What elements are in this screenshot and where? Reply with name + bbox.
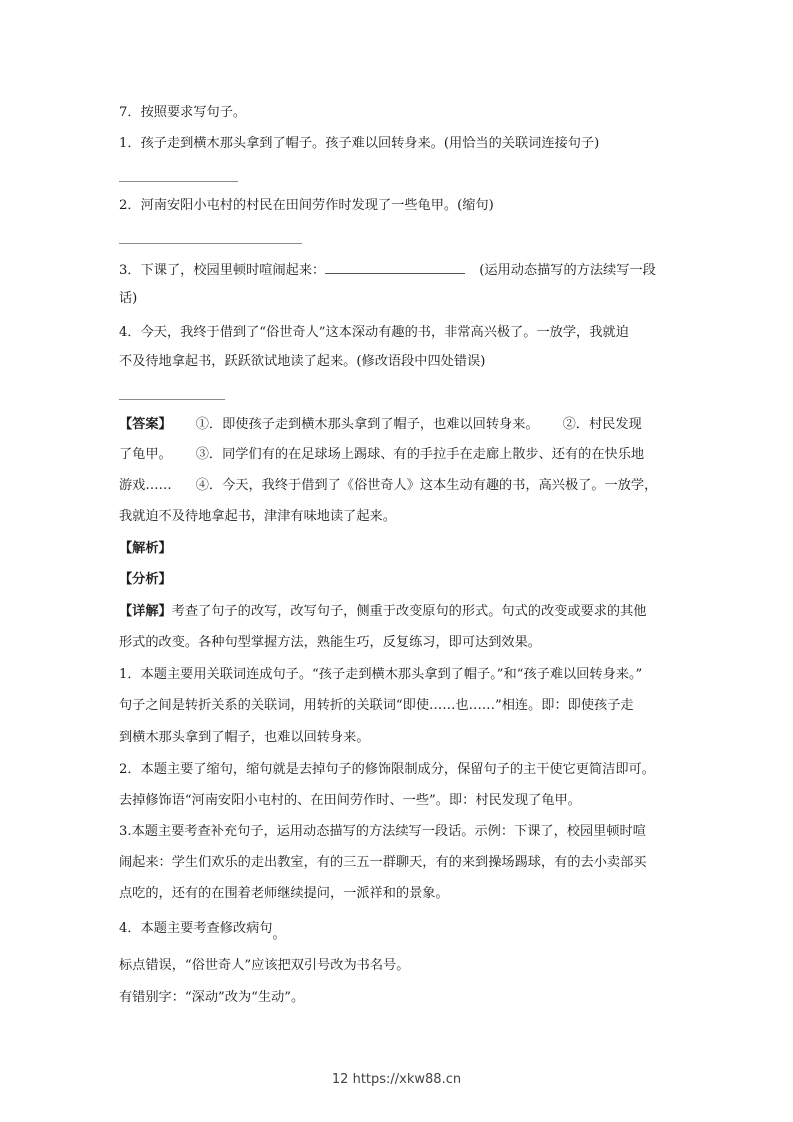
detail-line-6: 2．本题主要了缩句，缩句就是去掉句子的修饰限制成分，保留句子的主干使它更简洁即可。 (119, 762, 655, 777)
question-item-3-hint: (运用动态描写的方法续写一段 (479, 263, 656, 278)
detail-line-9: 闹起来：学生们欢乐的走出教室，有的三五一群聊天，有的来到操场踢球，有的去小卖部买 (119, 855, 647, 870)
answer-line-1 (119, 181, 238, 182)
detail-line-2: 形式的改变。各种句型掌握方法，熟能生巧，反复练习，即可达到效果。 (119, 635, 541, 650)
detail-line-10: 点吃的，还有的在围着老师继续提问，一派祥和的景象。 (119, 886, 449, 901)
detail-line-8: 3.本题主要考查补充句子，运用动态描写的方法续写一段话。示例：下课了，校园里顿时喧 (119, 824, 646, 839)
detail-line-7: 去掉修饰语“河南安阳小屯村的、在田间劳作时、一些”。即：村民发现了龟甲。 (119, 793, 581, 808)
answer-label: 【答案】 (119, 417, 172, 432)
breakdown-label: 【分析】 (119, 572, 172, 587)
answer-line-4 (119, 399, 225, 400)
analysis-label: 【解析】 (119, 541, 172, 556)
detail-line-12: 标点错误，“俗世奇人”应该把双引号改为书名号。 (119, 958, 410, 973)
answer-line-c (119, 477, 679, 495)
question-item-3-cont: 话) (119, 291, 138, 306)
answer-4: ④．今天，我终于借到了《俗世奇人》这本生动有趣的书，高兴极了。一放学， (195, 478, 658, 493)
answer-2: ②．村民发现 (562, 417, 642, 432)
detail-line-4: 句子之间是转折关系的关联词，用转折的关联词“即使……也……”相连。即：即使孩子走 (119, 698, 634, 713)
detail-label: 【详解】 (119, 604, 172, 619)
answer-1: ①．即使孩子走到横木那头拿到了帽子，也难以回转身来。 (195, 417, 539, 432)
page-number: 12 (331, 1072, 349, 1087)
question-item-4: 4．今天，我终于借到了“俗世奇人”这本深动有趣的书，非常高兴极了。一放学，我就迫 (119, 325, 629, 340)
detail-line-11-period: 。 (272, 927, 286, 942)
answer-line-b (119, 446, 679, 464)
detail-text: 考查了句子的改写，改写句子，侧重于改变原句的形式。句式的改变或要求的其他 (171, 604, 647, 619)
question-item-4-cont: 不及待地拿起书，跃跃欲试地读了起来。(修改语段中四处错误) (119, 354, 486, 369)
detail-line-5: 到横木那头拿到了帽子，也难以回转身来。 (119, 730, 370, 745)
detail-line-11 (119, 920, 679, 942)
page-footer (0, 1072, 793, 1087)
detail-line-13: 有错别字：“深动”改为“生动”。 (119, 990, 305, 1005)
question-item-2: 2．河南安阳小屯村的村民在田间劳作时发现了一些龟甲。(缩句) (119, 198, 494, 213)
answer-line-2 (119, 243, 302, 244)
question-title: 7．按照要求写句子。 (119, 105, 247, 120)
fill-blank (325, 261, 465, 274)
answer-4-cont: 我就迫不及待地拿起书，津津有味地读了起来。 (119, 509, 396, 524)
detail-line-3: 1．本题主要用关联词连成句子。“孩子走到横木那头拿到了帽子。”和“孩子难以回转身来。” (119, 667, 643, 682)
answer-2-cont: 了龟甲。 (119, 447, 172, 462)
answer-3: ③．同学们有的在足球场上踢球、有的手拉手在走廊上散步、还有的在快乐地 (195, 447, 645, 462)
detail-line-1 (119, 603, 679, 621)
question-item-1: 1．孩子走到横木那头拿到了帽子。孩子难以回转身来。(用恰当的关联词连接句子) (119, 136, 600, 151)
question-item-3-text: 3．下课了，校园里顿时喧闹起来： (119, 263, 326, 278)
answer-line-a (119, 416, 679, 434)
answer-3-cont: 游戏…… (119, 478, 172, 493)
detail-line-11-text: 4．本题主要考查修改病句 (119, 921, 273, 936)
question-item-3 (119, 261, 679, 280)
footer-url[interactable]: https://xkw88.cn (352, 1072, 462, 1087)
